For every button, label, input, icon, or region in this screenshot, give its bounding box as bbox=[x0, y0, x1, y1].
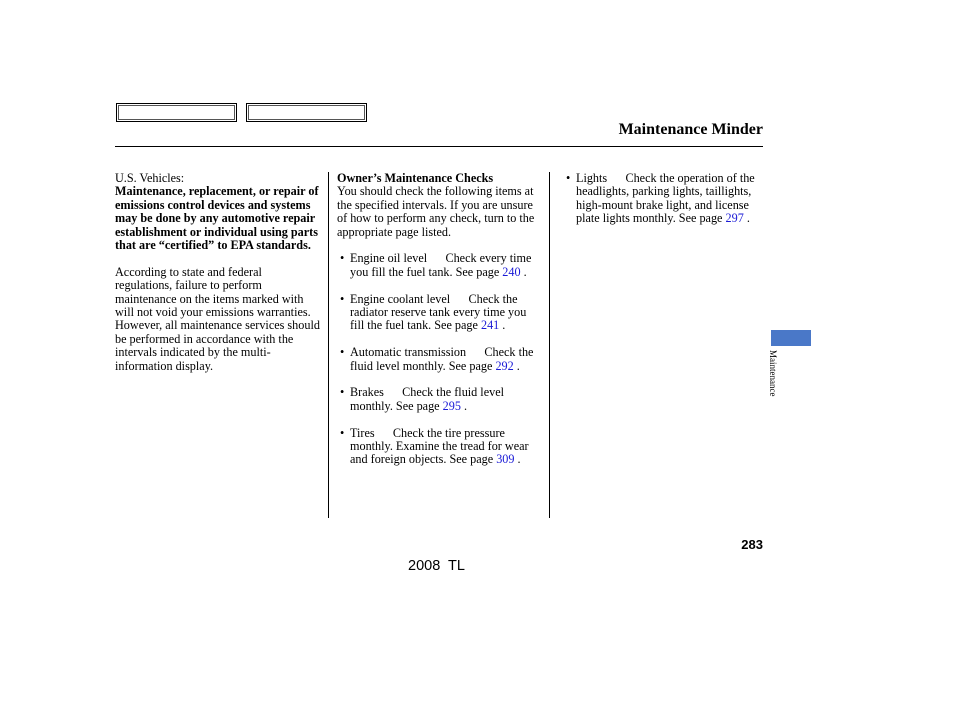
page-reference-link[interactable]: 292 bbox=[495, 358, 514, 373]
column-divider bbox=[328, 172, 329, 518]
bullet-icon: • bbox=[566, 171, 571, 185]
check-item: • Engine oil level Check every time you fill the fuel tank. See page 240 . bbox=[340, 251, 532, 279]
bullet-icon: • bbox=[340, 425, 345, 440]
section-tab-label: Maintenance bbox=[768, 350, 778, 397]
column-owner-checks bbox=[337, 172, 542, 467]
check-item: • Engine coolant level Check the radiator reserve tank every time you fill the fuel tank. See page 241 . bbox=[340, 291, 527, 333]
check-item-text: Check the operation of the headlights, parking lights, taillights, high-mount brake light, and license plate lights monthly. See page bbox=[576, 171, 755, 226]
check-item-text: Check the fluid level monthly. See page bbox=[350, 345, 534, 373]
previous-page-button[interactable] bbox=[116, 103, 237, 122]
check-item-label: Automatic transmission bbox=[350, 345, 467, 360]
check-item-label: Tires bbox=[350, 425, 375, 440]
check-item-label: Lights bbox=[576, 171, 608, 185]
page-reference-link[interactable]: 295 bbox=[442, 398, 461, 413]
page-reference-link[interactable]: 241 bbox=[480, 318, 500, 333]
check-item-text: Check the tire pressure monthly. Examine the tread for wear and foreign objects. See page bbox=[350, 425, 529, 467]
page-reference-link[interactable]: 309 bbox=[496, 452, 515, 467]
regulations-paragraph: According to state and federal regulations, failure to perform maintenance on the items marked with will not void your emissions warranties. However, all maintenance services should be performed in accordance with the intervals indicated by the multi-information display. bbox=[115, 264, 320, 373]
check-item: • Brakes Check the fluid level monthly. See page 295 . bbox=[340, 385, 504, 413]
check-item-label: Engine oil level bbox=[350, 251, 428, 266]
check-item-label: Brakes bbox=[350, 385, 384, 400]
column-divider bbox=[549, 172, 550, 518]
column-emissions-info bbox=[115, 172, 321, 373]
check-item-text: Check the radiator reserve tank every time you fill the fuel tank. See page bbox=[350, 291, 527, 333]
next-page-button[interactable] bbox=[246, 103, 367, 122]
owner-checks-heading: Owner’s Maintenance Checks bbox=[337, 171, 494, 185]
bullet-icon: • bbox=[340, 291, 345, 306]
check-list bbox=[563, 172, 763, 226]
section-tab-marker[interactable] bbox=[771, 330, 811, 346]
bullet-icon: • bbox=[340, 345, 345, 360]
check-item: • Tires Check the tire pressure monthly. Examine the tread for wear and foreign objects. See page 309 . bbox=[340, 425, 529, 467]
check-item-text: Check the fluid level monthly. See page bbox=[350, 385, 504, 413]
emissions-notice: Maintenance, replacement, or repair of emissions control devices and systems may be done by any automotive repair establishment or individual using parts that are “certified” to EPA standards. bbox=[115, 184, 319, 253]
bullet-icon: • bbox=[340, 385, 345, 400]
check-item-label: Engine coolant level bbox=[350, 291, 451, 306]
owner-checks-intro: You should check the following items at the specified intervals. If you are unsure of how to perform any check, turn to the appropriate page listed. bbox=[337, 184, 535, 239]
page-reference-link[interactable]: 240 bbox=[502, 264, 521, 279]
section-title: Maintenance Minder bbox=[618, 121, 763, 138]
page-reference-link[interactable]: 297 bbox=[725, 211, 744, 226]
check-item: • Automatic transmission Check the fluid level monthly. See page 292 . bbox=[340, 345, 534, 373]
page-number: 283 bbox=[741, 537, 763, 552]
model-footer: 2008 TL bbox=[408, 558, 465, 574]
check-item: • Lights Check the operation of the headlights, parking lights, taillights, high-mount brake light, and license plate lights monthly. See page 297 . bbox=[566, 171, 755, 226]
check-item-text: Check every time you fill the fuel tank. See page bbox=[350, 251, 532, 279]
title-divider bbox=[115, 146, 763, 147]
bullet-icon: • bbox=[340, 251, 345, 266]
us-vehicles-label: U.S. Vehicles: bbox=[115, 171, 185, 185]
check-list bbox=[337, 252, 542, 466]
column-lights-check bbox=[563, 172, 763, 226]
